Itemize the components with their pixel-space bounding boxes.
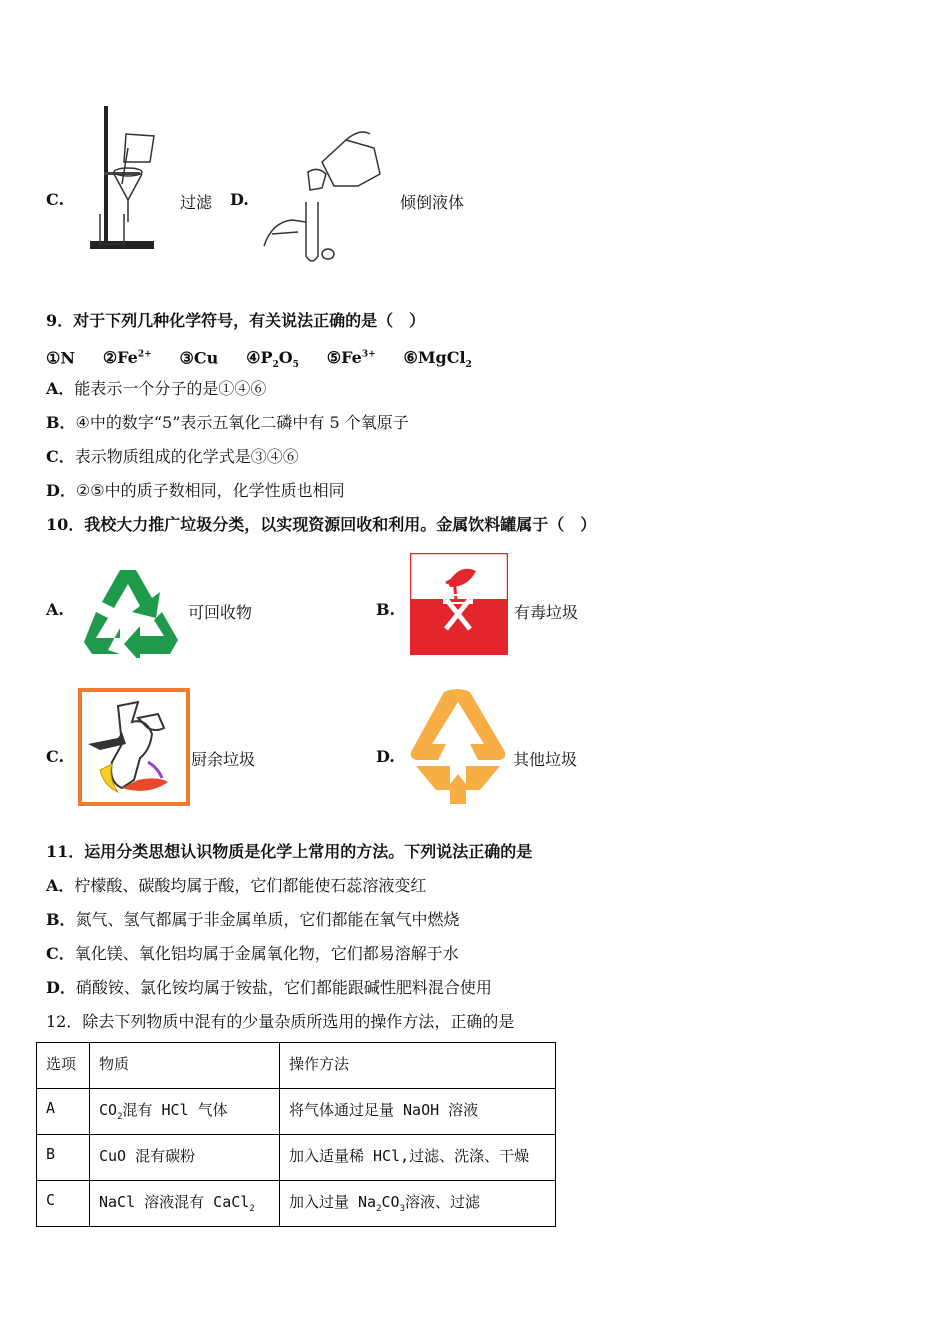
q11-option-a: A．柠檬酸、碳酸均属于酸，它们都能使石蕊溶液变红 [46, 876, 427, 895]
q10-option-b-caption: 有毒垃圾 [514, 603, 579, 622]
q12-table [36, 1042, 556, 1227]
q9-symbol: $⑤Fe^{3+}$ [326, 348, 376, 368]
q8-option-c-label: C. [46, 190, 65, 209]
hazardous-waste-icon [410, 553, 508, 655]
q9-option-b: B．④中的数字“5”表示五氧化二磷中有 5 个氧原子 [46, 413, 409, 432]
q12-stem: 12．除去下列物质中混有的少量杂质所选用的操作方法，正确的是 [46, 1012, 515, 1031]
q10-option-c-caption: 厨余垃圾 [191, 750, 256, 769]
q10-option-b-label: B. [376, 600, 396, 619]
q11-option-b: B．氮气、氢气都属于非金属单质，它们都能在氧气中燃烧 [46, 910, 460, 929]
q11-option-c: C．氧化镁、氧化铝均属于金属氧化物，它们都易溶解于水 [46, 944, 459, 963]
table-cell-substance: CuO 混有碳粉 [90, 1135, 280, 1181]
kitchen-waste-icon [78, 688, 190, 806]
q10-option-c-label: C. [46, 747, 65, 766]
q9-option-a: A．能表示一个分子的是①④⑥ [46, 379, 267, 398]
q9-symbol: $②Fe^{2+}$ [102, 348, 152, 368]
table-cell-substance: NaCl 溶液混有 CaCl$_2$ [90, 1181, 280, 1227]
q9-symbols [46, 345, 472, 376]
table-cell-option: B [37, 1135, 90, 1181]
q9-symbol: ⑥MgCl$_2$ [403, 348, 472, 371]
q9-option-c: C．表示物质组成的化学式是③④⑥ [46, 447, 299, 466]
q8-option-d-caption: 倾倒液体 [400, 193, 465, 212]
q11-option-d: D．硝酸铵、氯化铵均属于铵盐，它们都能跟碱性肥料混合使用 [46, 978, 492, 997]
q9-option-d: D．②⑤中的质子数相同，化学性质也相同 [46, 481, 345, 500]
table-cell-method: 加入过量 $Na_2CO_3$溶液、过滤 [280, 1181, 556, 1227]
table-cell-method: 将气体通过足量 NaOH 溶液 [280, 1089, 556, 1135]
filtration-apparatus-icon [84, 104, 170, 270]
q10-option-d-caption: 其他垃圾 [513, 750, 578, 769]
table-cell-substance: $CO_2$混有 HCl 气体 [90, 1089, 280, 1135]
q10-option-a-caption: 可回收物 [188, 603, 253, 622]
q10-option-d-label: D. [376, 747, 395, 766]
recycle-icon [80, 562, 184, 658]
q8-option-c-caption: 过滤 [180, 193, 213, 212]
table-header-cell: 操作方法 [280, 1043, 556, 1089]
table-cell-method: 加入适量稀 HCl,过滤、洗涤、干燥 [280, 1135, 556, 1181]
q9-stem: 9．对于下列几种化学符号，有关说法正确的是（ ） [46, 311, 426, 330]
pouring-liquid-icon [262, 126, 382, 272]
table-header-row [37, 1043, 556, 1089]
table-row [37, 1135, 556, 1181]
table-header-cell: 选项 [37, 1043, 90, 1089]
q8-option-d-label: D. [230, 190, 249, 209]
q11-stem: 11．运用分类思想认识物质是化学上常用的方法。下列说法正确的是 [46, 842, 533, 861]
table-header-cell: 物质 [90, 1043, 280, 1089]
q10-stem: 10．我校大力推广垃圾分类，以实现资源回收和利用。金属饮料罐属于（ ） [46, 515, 597, 534]
table-cell-option: A [37, 1089, 90, 1135]
q10-option-a-label: A. [46, 600, 64, 619]
other-waste-icon [408, 688, 508, 806]
q9-symbol: $④P_2O_5$ [246, 348, 299, 371]
q9-symbol: ①N [46, 348, 75, 368]
table-cell-option: C [37, 1181, 90, 1227]
table-row [37, 1089, 556, 1135]
table-row [37, 1181, 556, 1227]
q9-symbol: ③Cu [179, 348, 219, 368]
